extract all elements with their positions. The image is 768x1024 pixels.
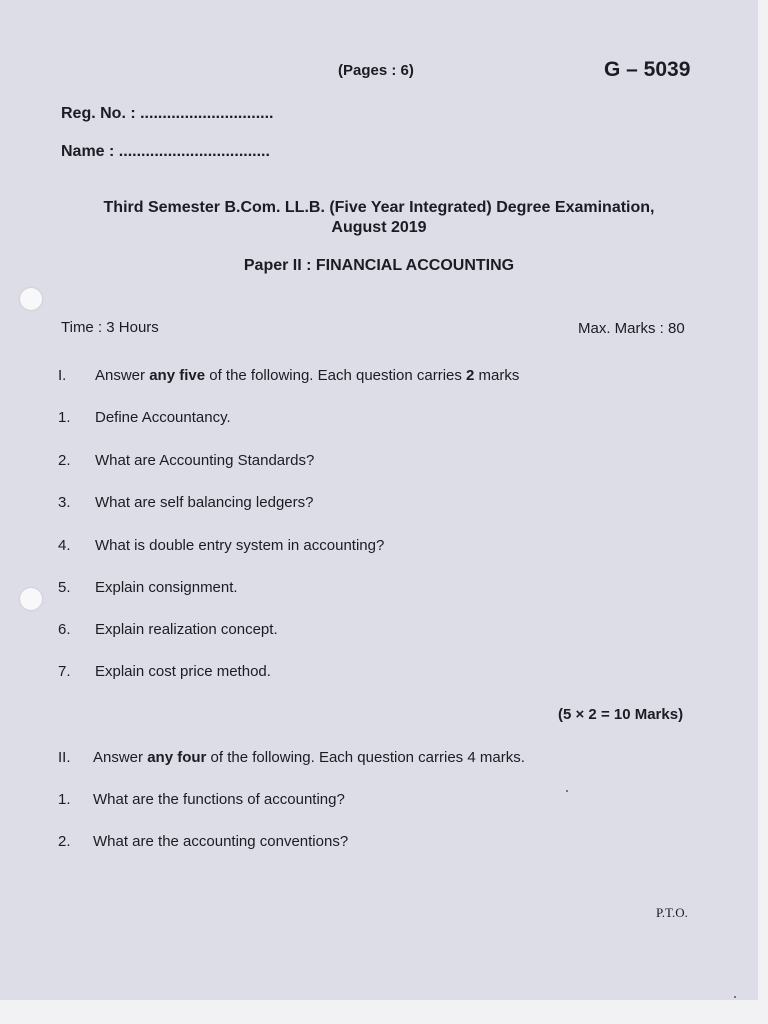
question-number: 2. (58, 452, 71, 469)
instruction-emphasis: 2 (466, 367, 475, 384)
section-numeral: I. (58, 367, 67, 384)
paper-code: G – 5039 (604, 58, 691, 81)
question-number: 1. (58, 791, 71, 808)
pages-count: (Pages : 6) (338, 62, 414, 79)
instruction-emphasis: any five (149, 367, 206, 384)
pto-marker: P.T.O. (656, 905, 688, 920)
question-text: What are self balancing ledgers? (95, 494, 314, 511)
question-text: What are the functions of accounting? (93, 791, 345, 808)
exam-title: Third Semester B.Com. LL.B. (Five Year Integrated) Degree Examination, (103, 199, 655, 216)
question-text: Explain realization concept. (95, 621, 278, 638)
instruction-emphasis: any four (147, 749, 207, 766)
section-numeral: II. (58, 749, 71, 766)
section-instruction (93, 749, 525, 766)
punch-hole-top (20, 288, 42, 310)
scan-speck (734, 996, 736, 998)
punch-hole-bottom (20, 588, 42, 610)
instruction-text: marks (474, 367, 520, 384)
paper-title: Paper II : FINANCIAL ACCOUNTING (243, 257, 515, 274)
question-number: 7. (58, 663, 71, 680)
question-number: 2. (58, 833, 71, 850)
question-number: 6. (58, 621, 71, 638)
question-text: What are the accounting conventions? (93, 833, 349, 850)
instruction-text: Answer (95, 367, 150, 384)
instruction-text: Answer (93, 749, 148, 766)
question-text: Explain cost price method. (95, 663, 271, 680)
question-text: What is double entry system in accounting? (95, 537, 385, 554)
question-number: 4. (58, 537, 71, 554)
question-text: Define Accountancy. (95, 409, 231, 426)
exam-date: August 2019 (331, 219, 427, 236)
instruction-text: of the following. Each question carries 4 marks. (206, 749, 525, 766)
question-number: 3. (58, 494, 71, 511)
question-number: 1. (58, 409, 71, 426)
reg-no-field: Reg. No. : .............................. (61, 105, 274, 122)
question-text: Explain consignment. (95, 579, 238, 596)
question-text: What are Accounting Standards? (95, 452, 315, 469)
name-field: Name : .................................. (61, 143, 270, 160)
section-instruction (95, 367, 519, 384)
exam-time: Time : 3 Hours (61, 319, 159, 336)
instruction-text: of the following. Each question carries (205, 367, 467, 384)
question-number: 5. (58, 579, 71, 596)
section-marks: (5 × 2 = 10 Marks) (558, 706, 684, 723)
max-marks: Max. Marks : 80 (578, 320, 685, 337)
scan-speck (566, 790, 568, 792)
